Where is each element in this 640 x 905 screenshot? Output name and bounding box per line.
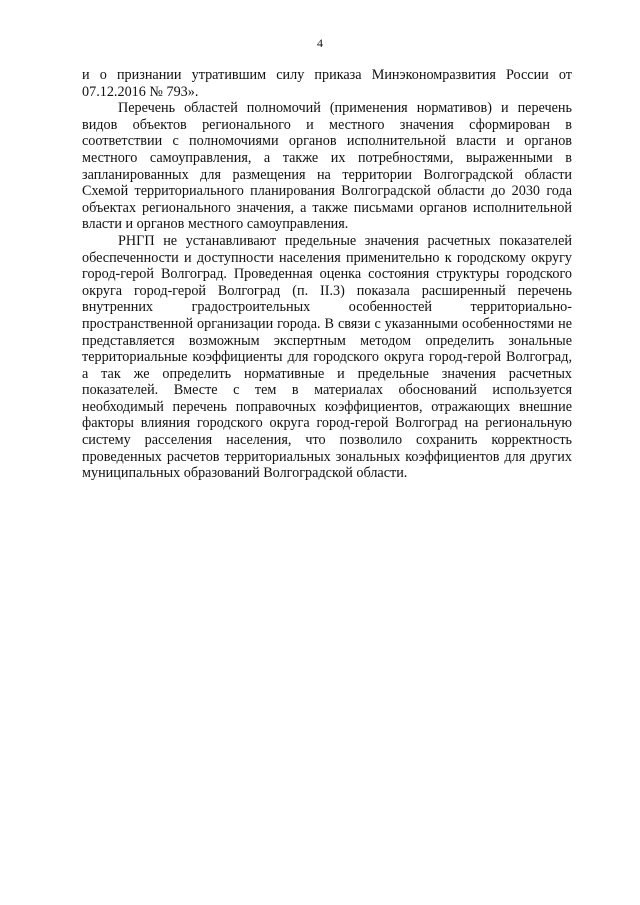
- paragraph-authority-list: Перечень областей полномочий (применения нормативов) и перечень видов объектов регионального и местного значения сформирован в соответствии с полномочиями органов исполнительной власти и органов местного самоуправления, а также их потребностями, выраженными в запланированных для размещения на территории Волгоградской области Схемой территориального планирования Волгоградской области до 2030 года объектах регионального значения, а также письмами органов исполнительной власти и органов местного самоуправления.: [82, 100, 572, 233]
- page-number: 4: [317, 36, 323, 50]
- paragraph-rngp-limits: РНГП не устанавливают предельные значения расчетных показателей обеспеченности и доступности населения применительно к городскому округу город-герой Волгоград. Проведенная оценка состояния структуры городского округа город-герой Волгоград (п. II.3) показала расширенный перечень внутренних градостроительных особенностей территориально-пространственной организации города. В связи с указанными особенностями не представляется возможным экспертным методом определить зональные территориальные коэффициенты для городского округа город-герой Волгоград, а так же определить нормативные и предельные значения расчетных показателей. Вместе с тем в материалах обоснований используется необходимый перечень поправочных коэффициентов, отражающих внешние факторы влияния городского округа город-герой Волгоград на региональную систему расселения населения, что позволило сохранить корректность проведенных расчетов территориальных зональных коэффициентов для других муниципальных образований Волгоградской области.: [82, 232, 572, 482]
- paragraph-continuation: и о признании утратившим силу приказа Минэкономразвития России от 07.12.2016 № 793».: [82, 67, 572, 100]
- document-body: [82, 67, 572, 482]
